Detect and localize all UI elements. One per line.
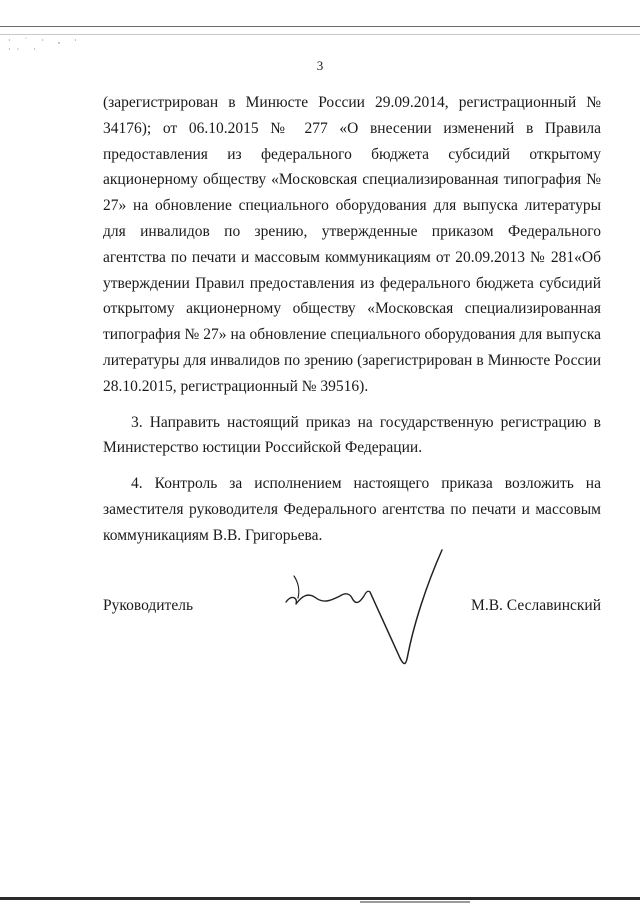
handwritten-signature	[280, 540, 450, 670]
paragraph-continuation: (зарегистрирован в Минюсте России 29.09.2014, регистрационный № 34176); от 06.10.2015 № 277 «О внесении изменений в Правила предоставления из федерального бюджета субсидий открытому акционерному обществу «Московская специализированная типография № 27» на обновление специального оборудования для выпуска литературы для инвалидов по зрению, утвержденные приказом Федерального агентства по печати и массовым коммуникациям от 20.09.2013 № 281«Об утверждении Правил предоставления из федерального бюджета субсидий открытому акционерному обществу «Московская специализированная типография № 27» на обновление специального оборудования для выпуска литературы для инвалидов по зрению (зарегистрирован в Минюсте России 28.10.2015, регистрационный № 39516).	[103, 94, 601, 395]
scan-border-top-faint	[0, 34, 640, 35]
scan-border-bottom-faint	[360, 901, 470, 903]
scan-border-top	[0, 26, 640, 27]
page-number: 3	[316, 58, 324, 73]
paragraph-item-3: 3. Направить настоящий приказ на государственную регистрацию в Министерство юстиции Российской Федерации.	[103, 413, 601, 457]
signatory-role: Руководитель	[103, 597, 194, 614]
scan-border-bottom	[0, 897, 640, 900]
paragraph-item-4: 4. Контроль за исполнением настоящего приказа возложить на заместителя руководителя Федерального агентства по печати и массовым коммуникациям В.В. Григорьева.	[103, 475, 601, 544]
document-body	[103, 90, 601, 549]
signatory-name: М.В. Сеславинский	[471, 597, 601, 614]
scan-noise-marks: · ˙ · , · ·· ·	[8, 36, 83, 54]
